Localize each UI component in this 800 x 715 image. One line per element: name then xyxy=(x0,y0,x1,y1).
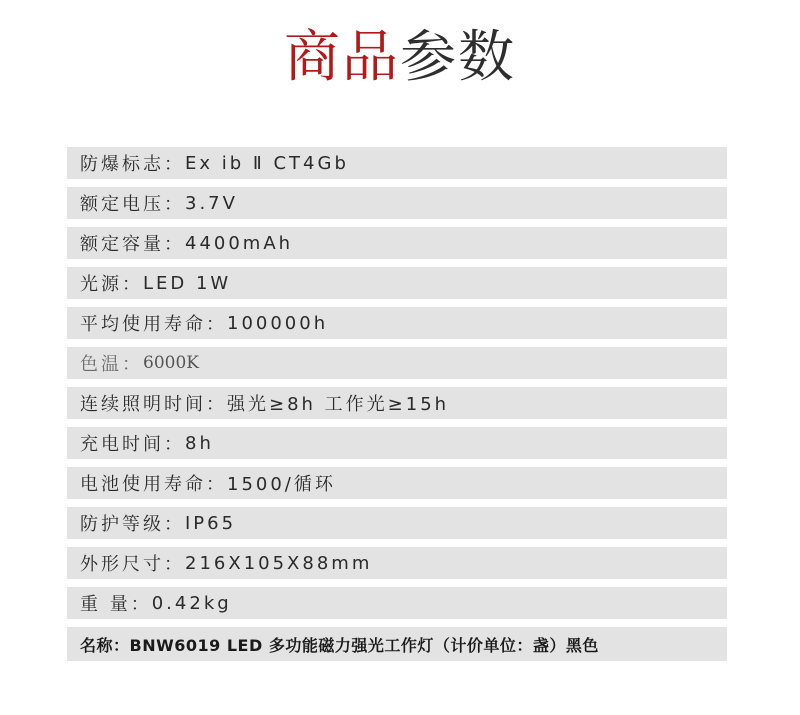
spec-label: 重 量： xyxy=(80,594,152,615)
spec-row-protection-rating xyxy=(67,507,727,539)
spec-value: 4400mAh xyxy=(185,232,294,254)
spec-value: 216X105X88mm xyxy=(185,552,373,574)
spec-row-rated-capacity xyxy=(67,227,727,259)
spec-label: 防护等级： xyxy=(80,514,185,535)
spec-label: 平均使用寿命： xyxy=(80,314,227,335)
spec-row-product-name xyxy=(67,627,727,661)
spec-row-charging-time xyxy=(67,427,727,459)
spec-value: LED 1W xyxy=(143,272,232,294)
spec-label: 充电时间： xyxy=(80,434,185,455)
spec-label: 额定容量： xyxy=(80,234,185,255)
spec-value: IP65 xyxy=(185,512,237,534)
spec-value: 8h xyxy=(185,432,214,454)
spec-value: 3.7V xyxy=(185,192,238,214)
spec-value: 6000K xyxy=(143,353,199,373)
spec-label: 连续照明时间： xyxy=(80,394,227,415)
spec-row-color-temperature xyxy=(67,347,727,379)
spec-row-dimensions xyxy=(67,547,727,579)
spec-row-light-source xyxy=(67,267,727,299)
spec-row-battery-lifespan xyxy=(67,467,727,499)
spec-row-average-lifespan xyxy=(67,307,727,339)
page-title-accent: 商品 xyxy=(284,25,400,90)
spec-label: 外形尺寸： xyxy=(80,554,185,575)
spec-label: 额定电压： xyxy=(80,194,185,215)
spec-label: 防爆标志： xyxy=(80,154,185,175)
spec-row-continuous-lighting-time xyxy=(67,387,727,419)
spec-value: 0.42kg xyxy=(151,592,232,614)
spec-label: 名称： xyxy=(80,635,130,655)
spec-label: 电池使用寿命： xyxy=(80,474,227,495)
spec-value: 1500/循环 xyxy=(227,474,336,495)
spec-value: 100000h xyxy=(227,312,329,334)
spec-label: 光源： xyxy=(80,274,143,295)
spec-value: 强光≥8h 工作光≥15h xyxy=(227,394,450,415)
spec-value: Ex ib Ⅱ CT4Gb xyxy=(185,152,349,174)
spec-label: 色温： xyxy=(80,354,143,375)
spec-row-weight xyxy=(67,587,727,619)
page-title-rest: 参数 xyxy=(400,25,516,90)
spec-list xyxy=(67,147,727,669)
page-title xyxy=(0,22,800,94)
spec-value: BNW6019 LED 多功能磁力强光工作灯（计价单位：盏）黑色 xyxy=(129,635,599,655)
spec-row-rated-voltage xyxy=(67,187,727,219)
spec-row-explosion-mark xyxy=(67,147,727,179)
